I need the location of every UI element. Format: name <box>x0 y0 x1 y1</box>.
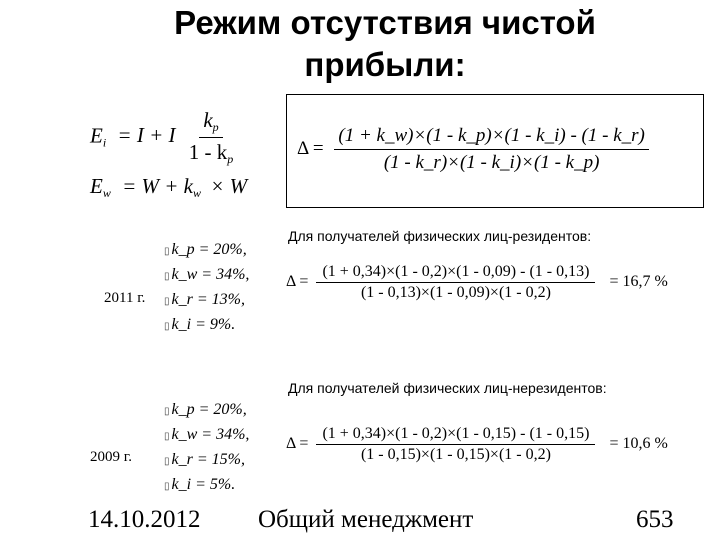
formula-ew-lhs-sub: w <box>102 186 111 200</box>
residents-denominator: (1 - 0,13)×(1 - 0,09)×(1 - 0,2) <box>360 284 551 301</box>
formula-ei-den: 1 - k <box>188 140 228 164</box>
formula-ew-rhs-sub: w <box>193 186 202 200</box>
nonresidents-lhs: Δ = <box>286 435 309 453</box>
formula-ei-num-sub: p <box>212 120 219 134</box>
residents-result: = 16,7 % <box>609 273 668 291</box>
nonresidents-year: 2009 г. <box>90 449 132 465</box>
delta-formula-box <box>286 94 704 208</box>
formula-ew <box>90 174 247 201</box>
param-value: k_r = 13%, <box>171 291 245 308</box>
param-row: ▯ k_i = 9%. <box>164 316 236 333</box>
residents-heading: Для получателей физических лиц-резидентов: <box>288 228 592 244</box>
param-row: ▯ k_r = 13%, <box>164 291 245 308</box>
param-value: k_w = 34%, <box>171 266 250 283</box>
footer-course: Общий менеджмент <box>258 506 474 533</box>
residents-year: 2011 г. <box>104 290 146 306</box>
formula-ei-lhs-sub: i <box>102 135 107 150</box>
nonresidents-fraction <box>316 424 595 465</box>
formula-ew-rhs2: × W <box>210 174 248 198</box>
formula-ew-rhs1: = W + k <box>122 174 193 198</box>
param-row: ▯ k_w = 34%, <box>164 426 250 443</box>
formula-ei-lhs: E <box>90 123 103 148</box>
slide-title: Режим отсутствия чистой прибыли: <box>174 4 596 83</box>
nonresidents-params <box>164 398 249 498</box>
residents-fraction <box>316 262 595 303</box>
residents-params <box>164 238 249 338</box>
param-value: k_w = 34%, <box>171 426 250 443</box>
param-value: k_i = 9%. <box>171 316 236 333</box>
nonresidents-result: = 10,6 % <box>609 435 668 453</box>
nonresidents-heading: Для получателей физических лиц-нерезидентов: <box>288 380 607 396</box>
formula-ei-rhs: = I + I <box>117 123 176 148</box>
param-row: ▯ k_i = 5%. <box>164 476 236 493</box>
param-row: ▯ k_p = 20%, <box>164 401 247 418</box>
formula-ei-den-sub: p <box>227 152 234 166</box>
residents-numerator: (1 + 0,34)×(1 - 0,2)×(1 - 0,09) - (1 - 0,13) <box>316 262 595 283</box>
param-value: k_p = 20%, <box>171 241 247 258</box>
delta-numerator: (1 + k_w)×(1 - k_p)×(1 - k_i) - (1 - k_r) <box>334 125 648 150</box>
param-row: ▯ k_p = 20%, <box>164 241 247 258</box>
param-value: k_i = 5%. <box>171 476 236 493</box>
param-row: ▯ k_r = 15%, <box>164 451 245 468</box>
param-row: ▯ k_w = 34%, <box>164 266 250 283</box>
footer-date: 14.10.2012 <box>88 506 201 533</box>
nonresidents-calc <box>286 424 668 465</box>
nonresidents-numerator: (1 + 0,34)×(1 - 0,2)×(1 - 0,15) - (1 - 0,15) <box>316 424 595 445</box>
delta-formula <box>297 125 649 174</box>
footer-page-number: 653 <box>636 506 674 533</box>
delta-denominator: (1 - k_r)×(1 - k_i)×(1 - k_p) <box>383 152 600 173</box>
residents-calc <box>286 262 668 303</box>
residents-lhs: Δ = <box>286 273 309 291</box>
param-value: k_r = 15%, <box>171 451 245 468</box>
formula-ew-lhs: E <box>90 174 103 198</box>
delta-lhs: Δ = <box>297 137 324 159</box>
formula-ei <box>90 108 237 167</box>
formula-ei-num: k <box>203 108 213 132</box>
formula-ei-fraction <box>185 108 238 167</box>
delta-fraction <box>334 125 648 174</box>
nonresidents-denominator: (1 - 0,15)×(1 - 0,15)×(1 - 0,2) <box>360 446 551 463</box>
param-value: k_p = 20%, <box>171 401 247 418</box>
